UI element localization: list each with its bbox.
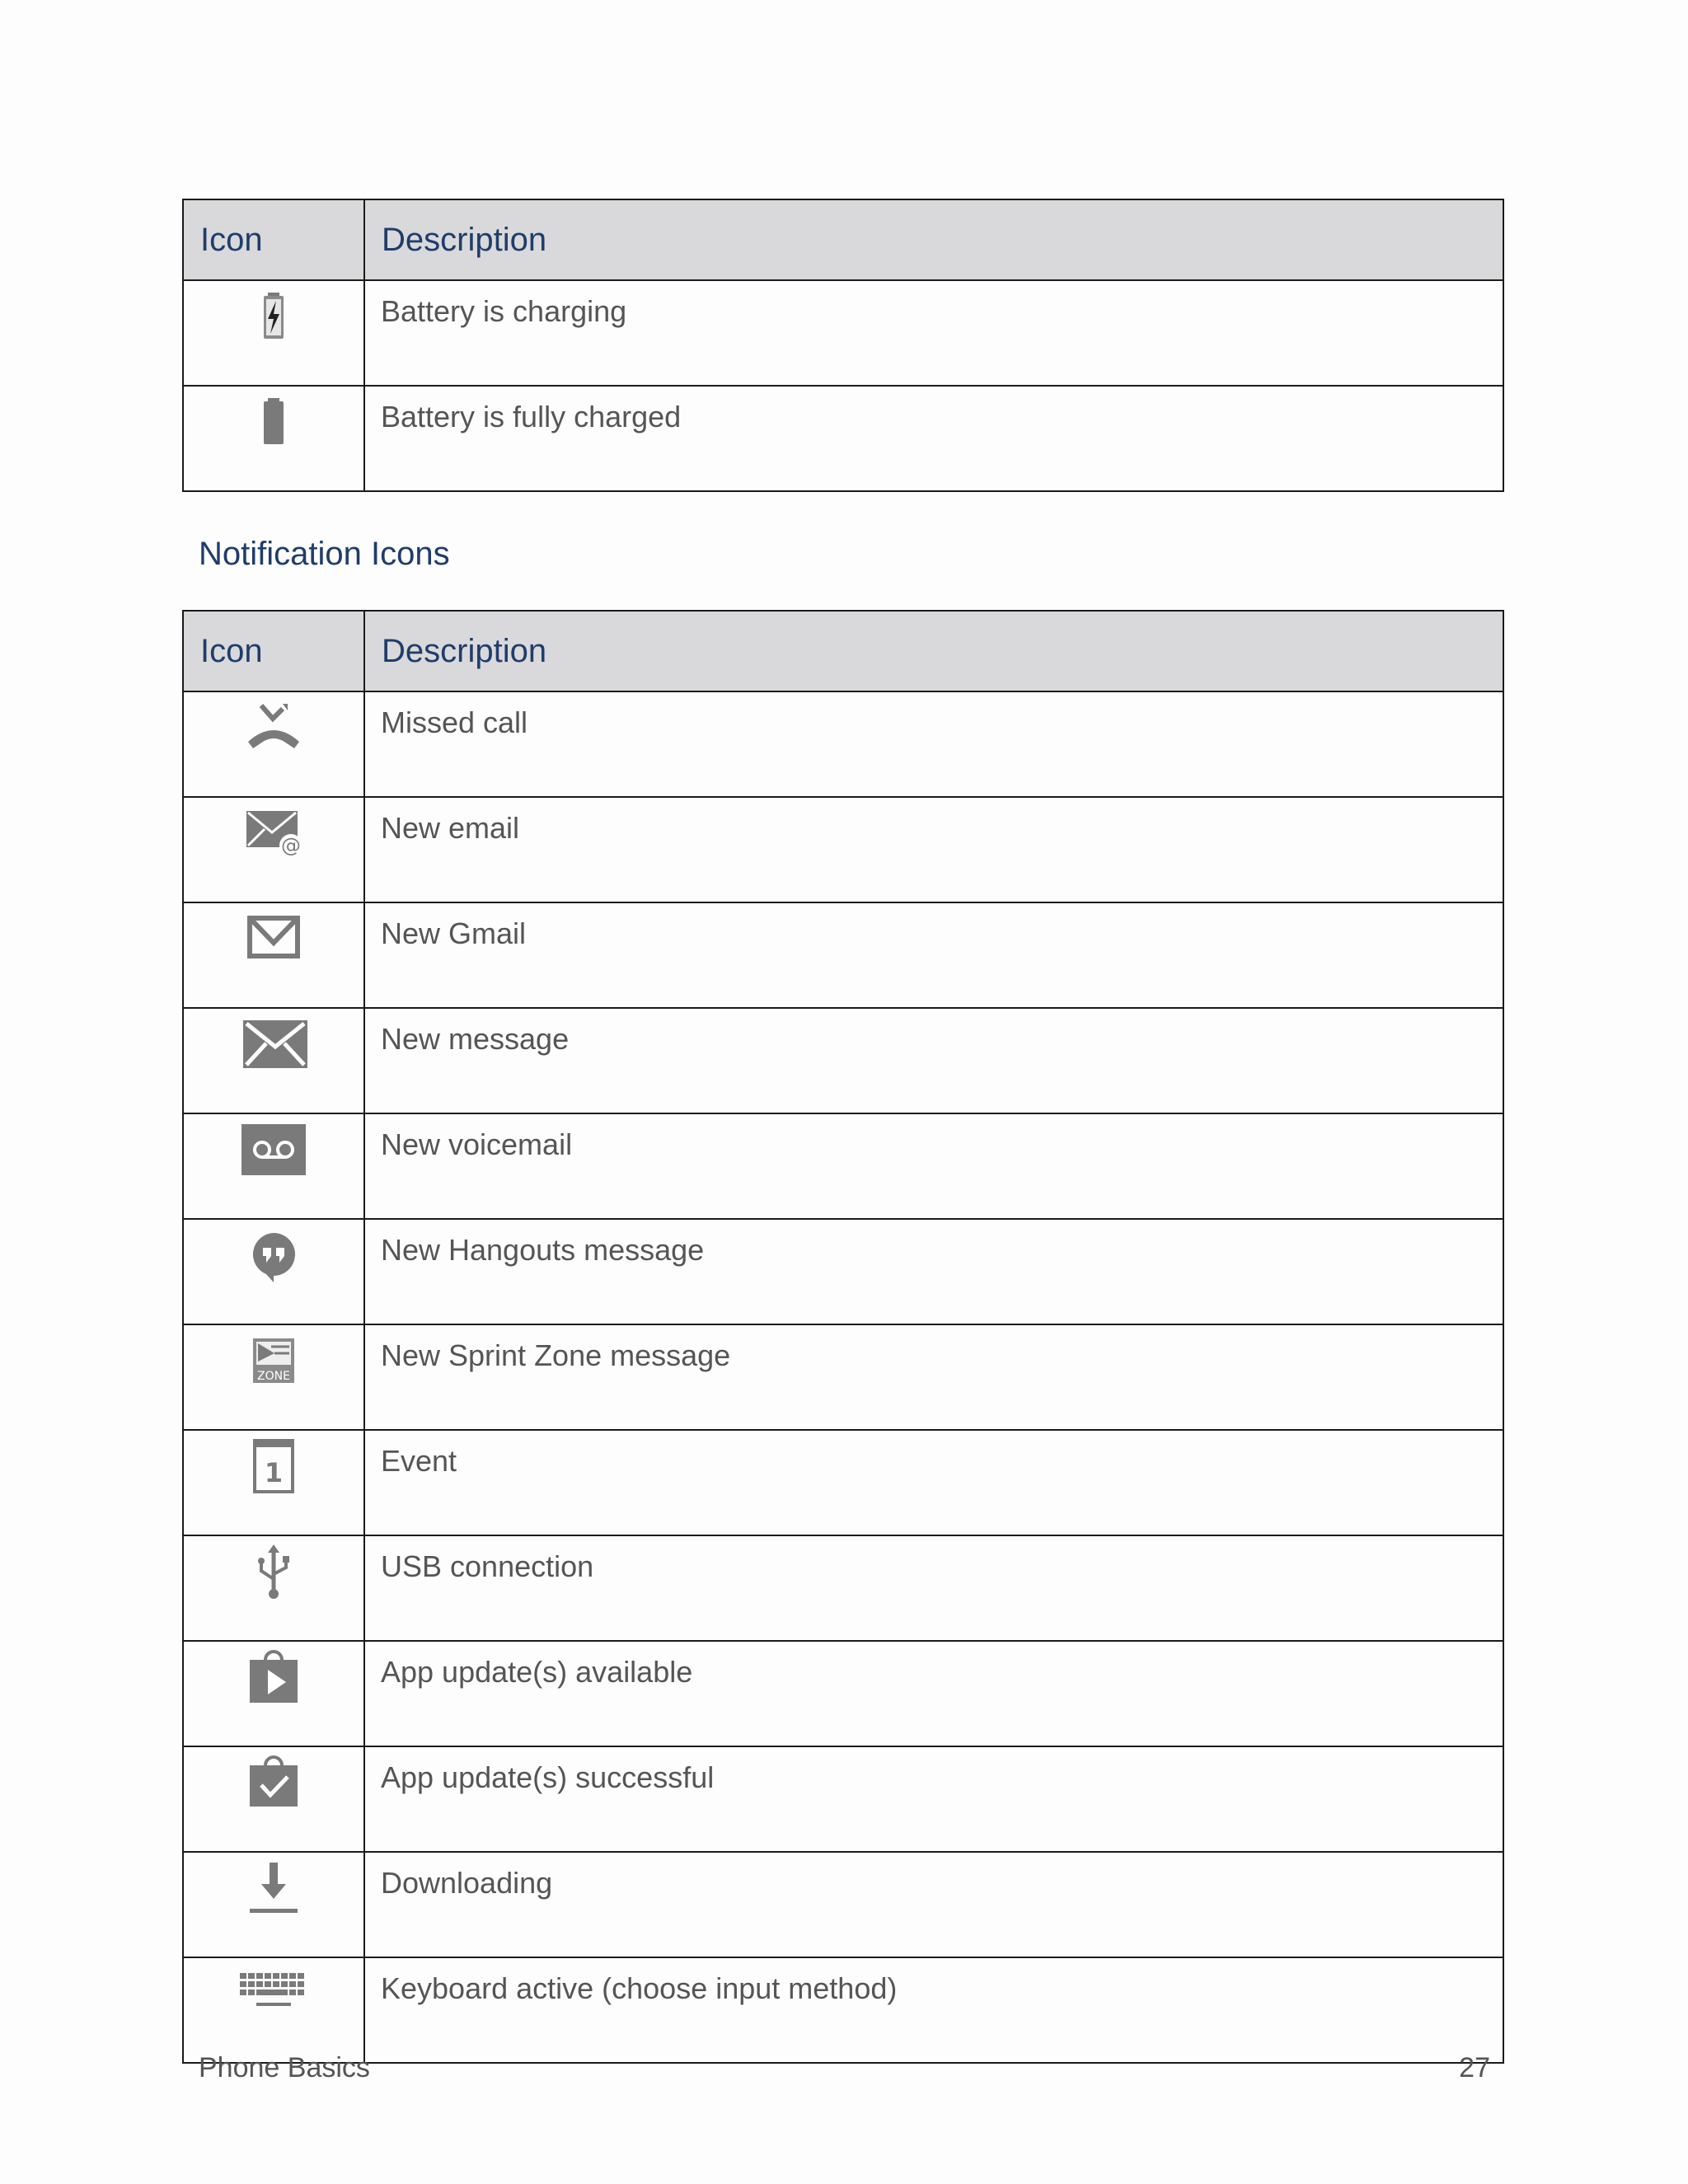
row-description: App update(s) successful <box>364 1746 1503 1852</box>
row-description: New message <box>364 1008 1503 1113</box>
table-row <box>183 1113 1503 1219</box>
table-row <box>183 1324 1503 1430</box>
new-message-icon <box>237 1015 311 1073</box>
row-description: Keyboard active (choose input method) <box>364 1957 1503 2063</box>
table-row <box>183 386 1503 491</box>
table-row <box>183 280 1503 386</box>
table-row <box>183 1852 1503 1957</box>
section-heading: Notification Icons <box>199 536 450 572</box>
table-header-row <box>183 199 1503 280</box>
table-row <box>183 1008 1503 1113</box>
table-header-row <box>183 611 1503 691</box>
new-email-icon <box>237 804 311 862</box>
app-update-successful-icon <box>237 1754 311 1811</box>
row-description: App update(s) available <box>364 1641 1503 1746</box>
calendar-event-icon <box>237 1437 311 1495</box>
table-row <box>183 902 1503 1008</box>
usb-icon <box>237 1543 311 1601</box>
row-description: New email <box>364 797 1503 902</box>
table-row <box>183 1535 1503 1641</box>
keyboard-icon <box>237 1965 311 2022</box>
table-row <box>183 1219 1503 1324</box>
row-description: New voicemail <box>364 1113 1503 1219</box>
page-number: 27 <box>1459 2052 1490 2083</box>
table-row <box>183 1641 1503 1746</box>
table-row <box>183 1957 1503 2063</box>
icon-column-header: Icon <box>183 199 364 280</box>
svg-text:@: @ <box>281 834 301 857</box>
new-voicemail-icon <box>237 1121 311 1179</box>
battery-charging-icon <box>237 288 311 345</box>
table-row <box>183 797 1503 902</box>
app-update-available-icon <box>237 1648 311 1706</box>
description-column-header: Description <box>364 611 1503 691</box>
row-description: Event <box>364 1430 1503 1535</box>
table-row <box>183 1746 1503 1852</box>
table-row <box>183 691 1503 797</box>
battery-icons-table <box>182 199 1504 492</box>
row-description: New Gmail <box>364 902 1503 1008</box>
battery-full-icon <box>237 393 311 451</box>
row-description: Battery is fully charged <box>364 386 1503 491</box>
hangouts-icon <box>237 1226 311 1284</box>
svg-text:ZONE: ZONE <box>257 1370 290 1383</box>
row-description: Downloading <box>364 1852 1503 1957</box>
icon-column-header: Icon <box>183 611 364 691</box>
row-description: Battery is charging <box>364 280 1503 386</box>
row-description: USB connection <box>364 1535 1503 1641</box>
row-description: Missed call <box>364 691 1503 797</box>
description-column-header: Description <box>364 199 1503 280</box>
svg-text:1: 1 <box>264 1457 284 1488</box>
sprint-zone-icon <box>237 1332 311 1390</box>
missed-call-icon <box>237 699 311 757</box>
table-row <box>183 1430 1503 1535</box>
row-description: New Hangouts message <box>364 1219 1503 1324</box>
row-description: New Sprint Zone message <box>364 1324 1503 1430</box>
notification-icons-table <box>182 610 1504 2064</box>
new-gmail-icon <box>237 910 311 968</box>
downloading-icon <box>237 1859 311 1917</box>
footer-section-name: Phone Basics <box>199 2052 370 2083</box>
